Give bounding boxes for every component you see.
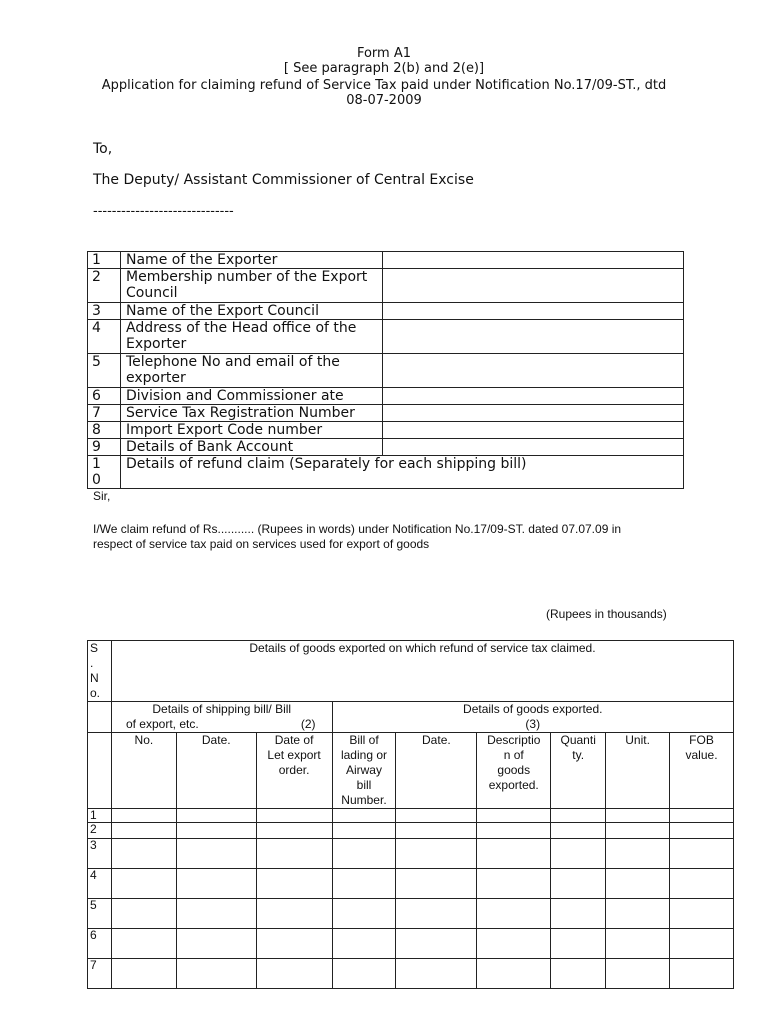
column-header-line: bill (356, 778, 372, 792)
table-cell[interactable] (477, 959, 551, 989)
exporter-details-table (87, 251, 684, 489)
table-cell[interactable] (256, 823, 332, 839)
row-label: Membership number of the Export Council (121, 269, 383, 303)
main-header: Details of goods exported on which refund of service tax claimed. (111, 641, 733, 702)
table-cell[interactable] (332, 869, 396, 899)
table-row (88, 456, 684, 489)
row-label: Name of the Exporter (121, 252, 383, 269)
column-header-row (88, 733, 734, 809)
table-cell[interactable] (606, 809, 670, 823)
table-cell[interactable] (606, 869, 670, 899)
column-header-goods-date (396, 733, 477, 809)
row-number: 4 (88, 869, 112, 899)
shipping-column-number: (2) (300, 717, 316, 731)
empty-cell (88, 733, 112, 809)
table-cell[interactable] (256, 869, 332, 899)
row-number: 3 (88, 839, 112, 869)
table-row (88, 839, 734, 869)
table-cell[interactable] (606, 899, 670, 929)
column-header-line: exported. (488, 778, 539, 792)
column-header-date (176, 733, 256, 809)
row-number: 9 (88, 439, 121, 456)
column-header-line: No. (134, 733, 154, 747)
table-row (88, 388, 684, 405)
table-cell[interactable] (477, 839, 551, 869)
column-header-line: Unit. (625, 733, 650, 747)
row-number: 5 (88, 899, 112, 929)
column-header-line: order. (278, 763, 310, 777)
column-header-line: FOB (689, 733, 714, 747)
row-number (88, 456, 121, 489)
table-cell[interactable] (396, 869, 477, 899)
table-cell[interactable] (606, 839, 670, 869)
column-header-line: goods (497, 763, 531, 777)
recipient-title: The Deputy/ Assistant Commissioner of Central Excise (93, 172, 474, 188)
column-header-line: lading or (340, 748, 387, 762)
table-header-row (88, 702, 734, 733)
sno-header-line: o. (90, 686, 101, 700)
column-header-line: Date. (201, 733, 231, 747)
row-label: Telephone No and email of the exporter (121, 354, 383, 388)
column-header-line: Let export (267, 748, 321, 762)
table-cell[interactable] (396, 839, 477, 869)
column-header-fob-value (670, 733, 734, 809)
goods-column-number: (3) (525, 717, 541, 731)
table-cell[interactable] (111, 869, 176, 899)
column-header-unit (606, 733, 670, 809)
row-number: 7 (88, 959, 112, 989)
column-header-line: Descriptio (487, 733, 541, 747)
column-header-bill-number (332, 733, 396, 809)
table-cell[interactable] (332, 959, 396, 989)
refund-claim-label: Details of refund claim (Separately for each shipping bill) (121, 456, 684, 489)
row-value-field[interactable] (383, 439, 684, 456)
salutation: Sir, (93, 489, 111, 503)
table-cell[interactable] (551, 959, 606, 989)
table-cell[interactable] (256, 839, 332, 869)
table-row (88, 959, 734, 989)
column-header-line: Bill of (349, 733, 379, 747)
recipient-blank-line: ------------------------------ (93, 204, 234, 219)
table-header-row (88, 641, 734, 702)
table-row (88, 869, 734, 899)
table-cell[interactable] (111, 899, 176, 929)
table-cell[interactable] (176, 959, 256, 989)
row-label: Service Tax Registration Number (121, 405, 383, 422)
sno-header (88, 641, 112, 702)
table-row (88, 422, 684, 439)
table-cell[interactable] (111, 929, 176, 959)
table-cell[interactable] (670, 823, 734, 839)
row-value-field[interactable] (383, 252, 684, 269)
row-value-field[interactable] (383, 303, 684, 320)
table-cell[interactable] (176, 809, 256, 823)
row-number: 8 (88, 422, 121, 439)
form-title: Form A1 (356, 46, 412, 61)
table-cell[interactable] (670, 809, 734, 823)
table-row (88, 929, 734, 959)
table-cell[interactable] (111, 959, 176, 989)
row-number: 4 (88, 320, 121, 354)
table-cell[interactable] (396, 959, 477, 989)
table-cell[interactable] (477, 929, 551, 959)
goods-exported-table (87, 640, 734, 989)
table-cell[interactable] (256, 929, 332, 959)
table-cell[interactable] (551, 869, 606, 899)
table-cell[interactable] (606, 959, 670, 989)
table-cell[interactable] (551, 929, 606, 959)
table-cell[interactable] (111, 809, 176, 823)
table-cell[interactable] (176, 929, 256, 959)
table-cell[interactable] (332, 809, 396, 823)
shipping-header-line2: of export, etc. (125, 717, 199, 731)
column-header-line: n of (503, 748, 524, 762)
table-cell[interactable] (256, 809, 332, 823)
empty-cell (88, 702, 112, 733)
table-cell[interactable] (176, 899, 256, 929)
table-row (88, 303, 684, 320)
table-cell[interactable] (256, 959, 332, 989)
goods-header-text: Details of goods exported. (463, 702, 603, 716)
table-cell[interactable] (176, 823, 256, 839)
table-cell[interactable] (396, 929, 477, 959)
units-note: (Rupees in thousands) (546, 607, 667, 621)
table-cell[interactable] (332, 839, 396, 869)
table-cell[interactable] (477, 869, 551, 899)
column-header-line: Number. (341, 793, 387, 807)
table-cell[interactable] (551, 823, 606, 839)
table-cell[interactable] (670, 839, 734, 869)
shipping-bill-header (111, 702, 332, 733)
row-number-line1: 1 (92, 456, 101, 472)
row-label: Address of the Head office of the Exporter (121, 320, 383, 354)
table-cell[interactable] (477, 809, 551, 823)
table-row (88, 809, 734, 823)
sno-header-line: . (90, 656, 94, 670)
table-cell[interactable] (551, 809, 606, 823)
table-row (88, 439, 684, 456)
column-header-line: ty. (572, 748, 585, 762)
row-value-field[interactable] (383, 269, 684, 303)
table-cell[interactable] (551, 899, 606, 929)
row-number: 2 (88, 269, 121, 303)
table-cell[interactable] (670, 959, 734, 989)
row-label: Name of the Export Council (121, 303, 383, 320)
table-row (88, 320, 684, 354)
to-label: To, (93, 141, 113, 157)
paragraph-reference: [ See paragraph 2(b) and 2(e)] (283, 61, 485, 76)
table-cell[interactable] (396, 809, 477, 823)
sno-header-line: N (90, 671, 99, 685)
table-cell[interactable] (176, 869, 256, 899)
application-title-line1: Application for claiming refund of Service Tax paid under Notification No.17/09-ST., dtd (101, 78, 667, 93)
table-cell[interactable] (111, 823, 176, 839)
table-cell[interactable] (670, 899, 734, 929)
table-row (88, 405, 684, 422)
table-row (88, 899, 734, 929)
column-header-line: Date. (422, 733, 451, 747)
column-header-let-export-date (256, 733, 332, 809)
table-row (88, 354, 684, 388)
table-cell[interactable] (477, 899, 551, 929)
row-label: Division and Commissioner ate (121, 388, 383, 405)
table-cell[interactable] (332, 929, 396, 959)
row-number: 6 (88, 388, 121, 405)
column-header-line: Airway (345, 763, 382, 777)
sno-header-line: S (90, 641, 99, 655)
column-header-description (477, 733, 551, 809)
row-number: 5 (88, 354, 121, 388)
table-cell[interactable] (111, 839, 176, 869)
table-cell[interactable] (670, 929, 734, 959)
table-cell[interactable] (332, 823, 396, 839)
table-row (88, 269, 684, 303)
table-cell[interactable] (606, 823, 670, 839)
row-number: 6 (88, 929, 112, 959)
column-header-line: Quanti (560, 733, 596, 747)
table-cell[interactable] (396, 823, 477, 839)
row-value-field[interactable] (383, 320, 684, 354)
column-header-line: value. (685, 748, 718, 762)
row-number: 7 (88, 405, 121, 422)
application-title-line2: 08-07-2009 (346, 93, 422, 108)
table-cell[interactable] (551, 839, 606, 869)
table-cell[interactable] (176, 839, 256, 869)
shipping-header-line1: Details of shipping bill/ Bill (152, 702, 292, 716)
table-cell[interactable] (606, 929, 670, 959)
row-label: Details of Bank Account (121, 439, 383, 456)
row-number: 1 (88, 809, 112, 823)
table-row (88, 823, 734, 839)
claim-text-line2: respect of service tax paid on services used for export of goods (93, 537, 430, 551)
row-value-field[interactable] (383, 388, 684, 405)
column-header-quantity (551, 733, 606, 809)
row-value-field[interactable] (383, 354, 684, 388)
table-cell[interactable] (477, 823, 551, 839)
row-value-field[interactable] (383, 405, 684, 422)
table-cell[interactable] (256, 899, 332, 929)
table-cell[interactable] (332, 899, 396, 929)
column-header-no (111, 733, 176, 809)
row-number: 3 (88, 303, 121, 320)
claim-text-line1: I/We claim refund of Rs........... (Rupees in words) under Notification No.17/09-ST. dated 07.07.09 in (93, 522, 622, 536)
row-value-field[interactable] (383, 422, 684, 439)
goods-exported-header (332, 702, 733, 733)
row-number: 2 (88, 823, 112, 839)
row-label: Import Export Code number (121, 422, 383, 439)
column-header-line: Date of (274, 733, 314, 747)
table-row (88, 252, 684, 269)
row-number: 1 (88, 252, 121, 269)
table-cell[interactable] (670, 869, 734, 899)
table-cell[interactable] (396, 899, 477, 929)
row-number-line2: 0 (92, 472, 101, 488)
